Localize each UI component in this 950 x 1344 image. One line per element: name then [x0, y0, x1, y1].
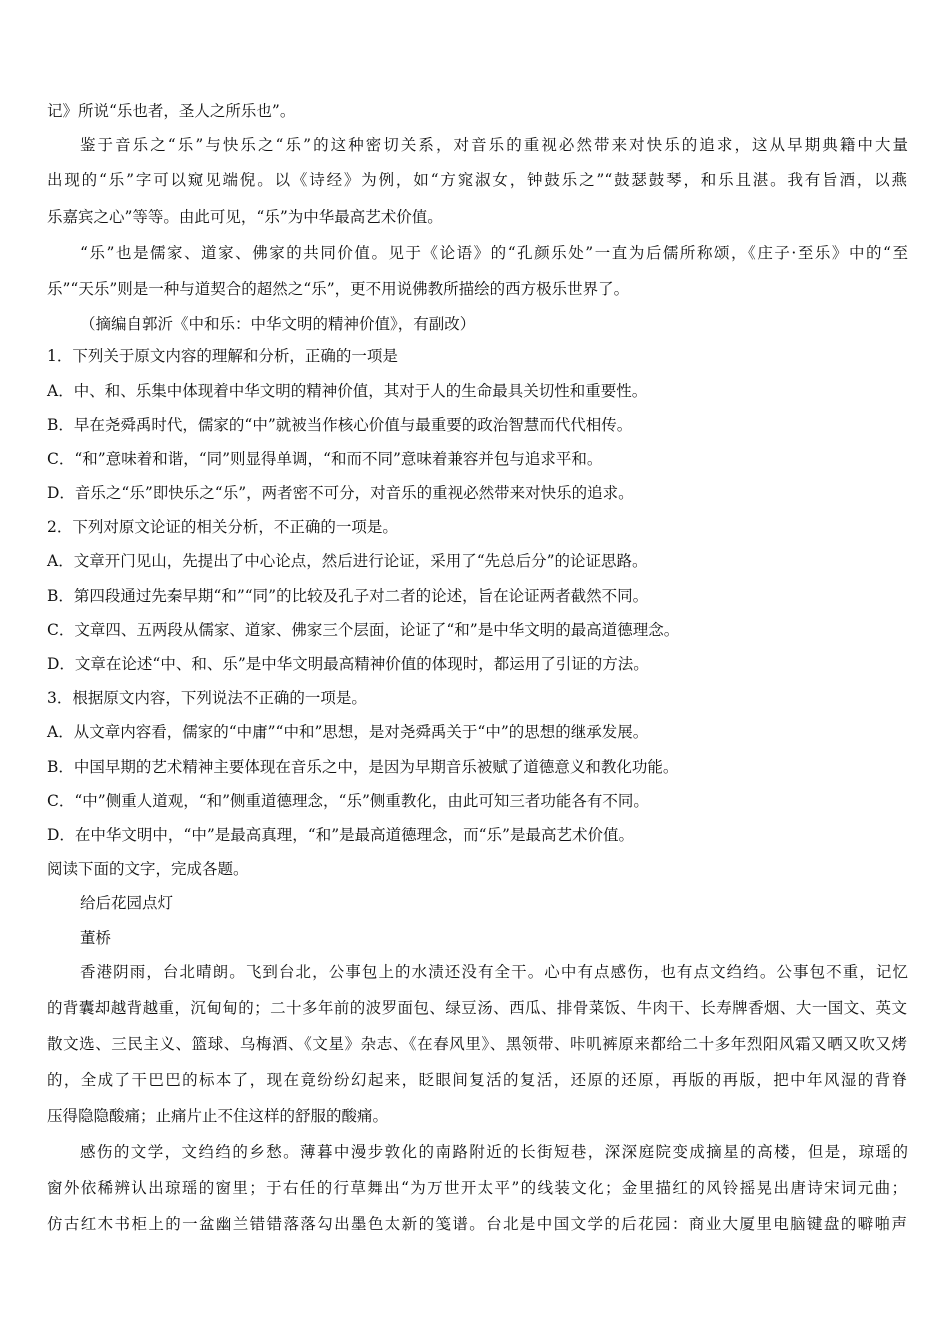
article-author: 董桥	[80, 929, 112, 947]
paragraph-line: 出现的“乐”字可以窥见端倪。以《诗经》为例，如“方窕淑女，钟鼓乐之”“鼓瑟鼓琴，和乐且湛。我有旨酒，以燕	[47, 171, 907, 189]
paragraph-line: 的，全成了干巴巴的标本了，现在竟纷纷幻起来，眨眼间复活的复活，还原的还原，再版的再版，把中年风湿的背脊	[47, 1071, 907, 1089]
source-citation: （摘编自郭沂《中和乐：中华文明的精神价值》，有副改）	[80, 315, 476, 333]
question-stem: 1．下列关于原文内容的理解和分析，正确的一项是	[47, 347, 398, 365]
paragraph-line: 压得隐隐酸痛；止痛片止不住这样的舒服的酸痛。	[47, 1107, 389, 1125]
paragraph-line: 散文选、三民主义、篮球、乌梅酒、《文星》杂志、《在春风里》、黑领带、咔叽裤原来都给二十多年烈阳风霜又晒又吹又烤	[47, 1035, 907, 1053]
paragraph-line: 窗外依稀辨认出琼瑶的窗里；于右任的行草舞出“为万世开太平”的线装文化；金里描红的风铃摇晃出唐诗宋词元曲；	[47, 1179, 907, 1197]
question-option: C．“和”意味着和谐，“同”则显得单调，“和而不同”意味着兼容并包与追求平和。	[47, 450, 603, 468]
question-option: C．文章四、五两段从儒家、道家、佛家三个层面，论证了“和”是中华文明的最高道德理念。	[47, 621, 680, 639]
paragraph-line: 鉴于音乐之“乐”与快乐之“乐”的这种密切关系，对音乐的重视必然带来对快乐的追求，这从早期典籍中大量	[80, 136, 908, 154]
question-option: B．第四段通过先秦早期“和”“同”的比较及孔子对二者的论述，旨在论证两者截然不同。	[47, 587, 649, 605]
question-option: D．音乐之“乐”即快乐之“乐”，两者密不可分，对音乐的重视必然带来对快乐的追求。	[47, 484, 634, 502]
paragraph-line: 感伤的文学，文绉绉的乡愁。薄暮中漫步敦化的南路附近的长街短巷，深深庭院变成摘星的高楼，但是，琼瑶的	[80, 1143, 908, 1161]
question-stem: 2．下列对原文论证的相关分析，不正确的一项是。	[47, 518, 398, 536]
paragraph-line: 乐嘉宾之心”等等。由此可见，“乐”为中华最高艺术价值。	[47, 208, 443, 226]
question-stem: 3．根据原文内容，下列说法不正确的一项是。	[47, 689, 367, 707]
paragraph-line: 记》所说“乐也者，圣人之所乐也”。	[47, 102, 296, 120]
paragraph-line: 乐”“天乐”则是一种与道契合的超然之“乐”，更不用说佛教所描绘的西方极乐世界了。	[47, 280, 630, 298]
reading-instruction: 阅读下面的文字，完成各题。	[47, 860, 249, 878]
paragraph-line: “乐”也是儒家、道家、佛家的共同价值。见于《论语》的“孔颜乐处”一直为后儒所称颂，《庄子·至乐》中的“至	[80, 244, 908, 262]
question-option: D．文章在论述“中、和、乐”是中华文明最高精神价值的体现时，都运用了引证的方法。	[47, 655, 649, 673]
question-option: A．中、和、乐集中体现着中华文明的精神价值，其对于人的生命最具关切性和重要性。	[47, 382, 648, 400]
question-option: B．中国早期的艺术精神主要体现在音乐之中，是因为早期音乐被赋了道德意义和教化功能。	[47, 758, 679, 776]
question-option: A．从文章内容看，儒家的“中庸”“中和”思想，是对尧舜禹关于“中”的思想的继承发展。	[47, 723, 649, 741]
article-title: 给后花园点灯	[80, 894, 174, 912]
paragraph-line: 仿古红木书柜上的一盆幽兰错错落落勾出墨色太新的笺谱。台北是中国文学的后花园：商业大厦里电脑键盘的噼啪声	[47, 1215, 907, 1233]
paragraph-line: 的背囊却越背越重，沉甸甸的；二十多年前的波罗面包、绿豆汤、西瓜、排骨菜饭、牛肉干、长寿牌香烟、大一国文、英文	[47, 999, 907, 1017]
question-option: B．早在尧舜禹时代，儒家的“中”就被当作核心价值与最重要的政治智慧而代代相传。	[47, 416, 633, 434]
question-option: C．“中”侧重人道观，“和”侧重道德理念，“乐”侧重教化，由此可知三者功能各有不同。	[47, 792, 649, 810]
question-option: D．在中华文明中，“中”是最高真理，“和”是最高道德理念，而“乐”是最高艺术价值。	[47, 826, 634, 844]
question-option: A．文章开门见山，先提出了中心论点，然后进行论证，采用了“先总后分”的论证思路。	[47, 552, 648, 570]
paragraph-line: 香港阴雨，台北晴朗。飞到台北，公事包上的水渍还没有全干。心中有点感伤，也有点文绉绉。公事包不重，记忆	[80, 963, 908, 981]
